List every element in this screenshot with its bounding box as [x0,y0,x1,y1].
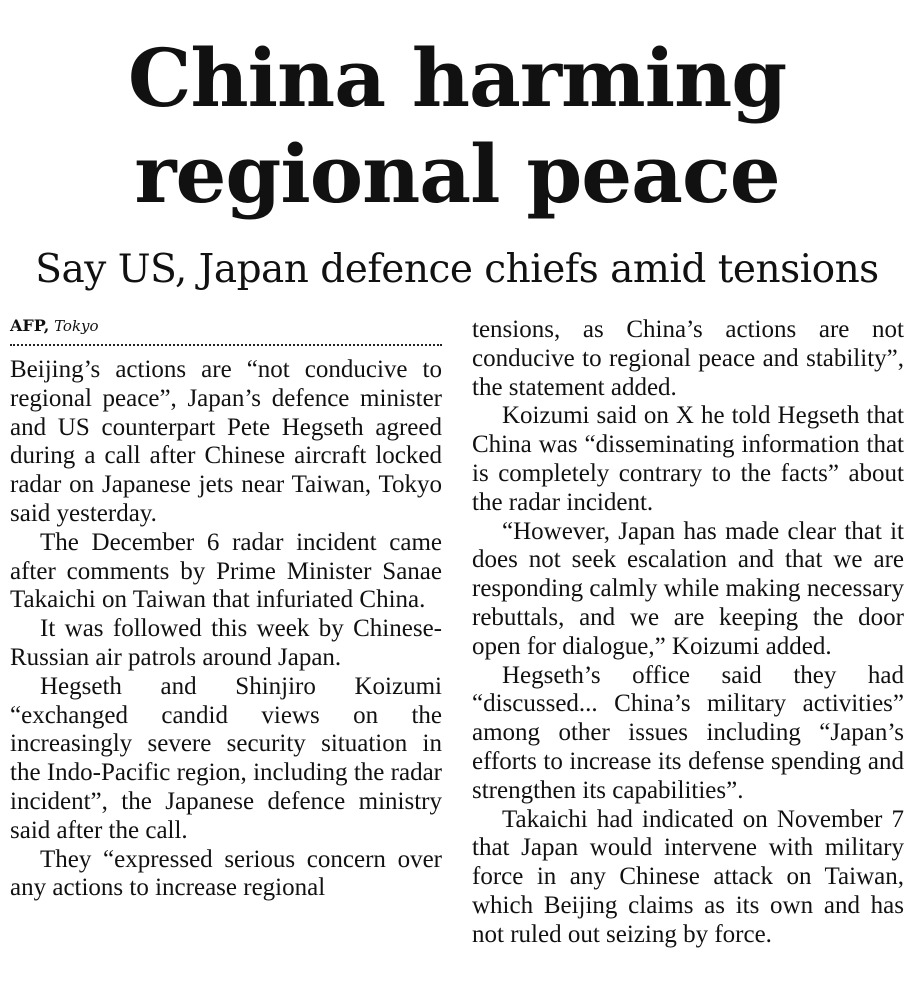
article-column-right [472,316,904,950]
headline-line-2: regional peace [134,127,780,221]
byline-agency: AFP, [10,316,50,335]
byline-place: Tokyo [54,317,99,335]
article-paragraph: They “expressed serious concern over any actions to increase regional [10,845,442,902]
article-paragraph: Koizumi said on X he told Hegseth that China was “disseminating information that is completely contrary to the facts” about the radar incident. [472,402,904,516]
byline [10,316,442,346]
article-paragraph: Takaichi had indicated on November 7 that Japan would intervene with military force in any Chinese attack on Taiwan, which Beijing claims as its own and has not ruled out seizing by force. [472,805,904,948]
article-column-left [10,312,442,903]
article-paragraph: Beijing’s actions are “not conducive to regional peace”, Japan’s defence minister and US counterpart Pete Hegseth agreed during a call after Chinese aircraft locked radar on Japanese jets near Taiwan, Tokyo said yesterday. [10,356,442,527]
article-paragraph: tensions, as China’s actions are not conducive to regional peace and stability”, the statement added. [472,316,904,401]
headline-line-1: China harming [127,31,787,125]
subheadline: Say US, Japan defence chiefs amid tensions [35,247,879,292]
headline [0,30,914,222]
article-paragraph: The December 6 radar incident came after comments by Prime Minister Sanae Takaichi on Taiwan that infuriated China. [10,528,442,614]
article-paragraph: Hegseth and Shinjiro Koizumi “exchanged candid views on the increasingly severe security situation in the Indo-Pacific region, including the radar incident”, the Japanese defence ministry said after the call. [10,672,442,844]
article-paragraph: It was followed this week by Chinese-Russian air patrols around Japan. [10,615,442,671]
article-paragraph: Hegseth’s office said they had “discussed... China’s military activities” among other issues including “Japan’s efforts to increase its defense spending and strengthen its capabilities”. [472,661,904,804]
article-paragraph: “However, Japan has made clear that it does not seek escalation and that we are responding calmly while making necessary rebuttals, and we are keeping the door open for dialogue,” Koizumi added. [472,517,904,660]
